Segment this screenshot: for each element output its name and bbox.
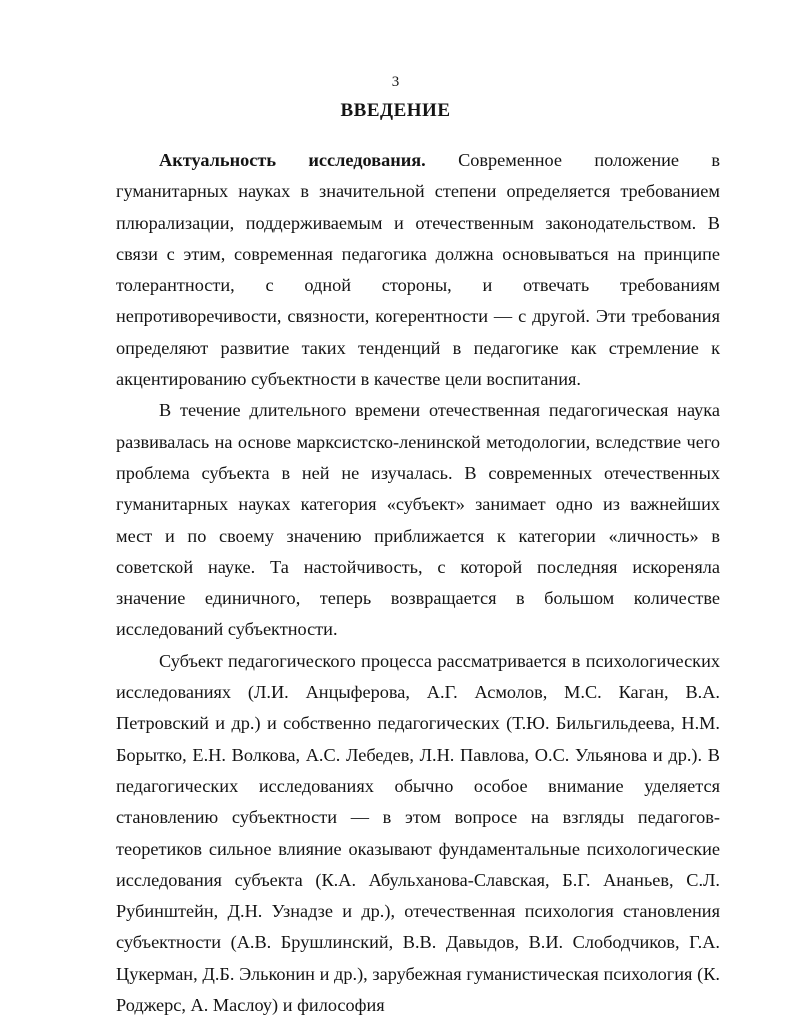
paragraph-relevance (116, 145, 720, 395)
paragraph-history (116, 395, 720, 645)
paragraph-text: Субъект педагогического процесса рассматривается в психологических исследованиях (Л.И. Анцыферова, А.Г. Асмолов, М.С. Каган, В.А. Петровский и др.) и собственно педагогических (Т.Ю. Бильгильдеева, Н.М. Борытко, Е.Н. Волкова, А.С. Лебедев, Л.Н. Павлова, О.С. Ульянова и др.). В педагогических исследованиях обычно особое внимание уделяется становлению субъектности — в этом вопросе на взгляды педагогов-теоретиков сильное влияние оказывают фундаментальные психологические исследования субъекта (К.А. Абульханова-Славская, Б.Г. Ананьев, С.Л. Рубинштейн, Д.Н. Узнадзе и др.), отечественная психология становления субъектности (А.В. Брушлинский, В.В. Давыдов, В.И. Слободчиков, Г.А. Цукерман, Д.Б. Эльконин и др.), зарубежная гуманистическая психология (К. Роджерс, А. Маслоу) и философия (116, 650, 720, 1016)
paragraph-text: Современное положение в гуманитарных науках в значительной степени определяется требованием плюрализации, поддерживаемым и отечественным законодательством. В связи с этим, современная педагогика должна основываться на принципе толерантности, с одной стороны, и отвечать требованиям непротиворечивости, связности, когерентности — с другой. Эти требования определяют развитие таких тенденций в педагогике как стремление к акцентированию субъектности в качестве цели воспитания. (116, 150, 720, 390)
section-heading: ВВЕДЕНИЕ (340, 100, 451, 121)
page-number: 3 (391, 74, 400, 90)
paragraph-text: В течение длительного времени отечественная педагогическая наука развивалась на основе марксистско-ленинской методологии, вследствие чего проблема субъекта в ней не изучалась. В современных отечественных гуманитарных науках категория «субъект» занимает одно из важнейших мест и по своему значению приближается к категории «личность» в советской науке. Та настойчивость, с которой последняя искореняла значение единичного, теперь возвращается в большом количестве исследований субъектности. (116, 400, 720, 640)
paragraph-subject-research (116, 646, 720, 1022)
paragraph-lead: Актуальность исследования. (159, 150, 426, 170)
body-text (116, 145, 720, 1021)
